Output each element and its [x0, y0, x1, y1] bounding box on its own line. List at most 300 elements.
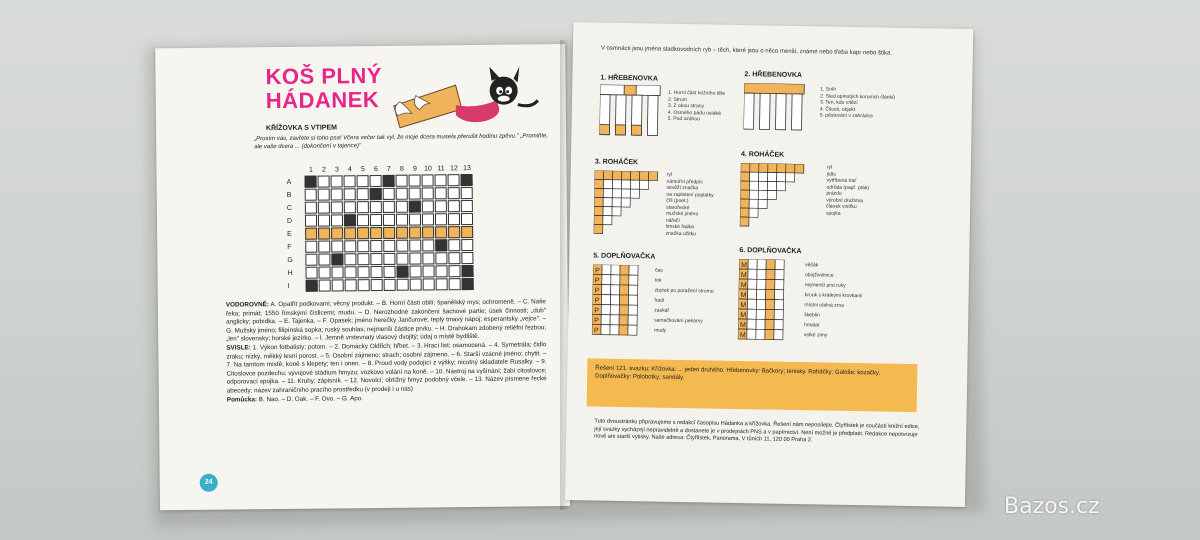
staircase-cell: [630, 189, 639, 198]
crossword-cell: [422, 187, 434, 199]
crossword-cell: [384, 279, 396, 291]
grid-column-number: 5: [360, 166, 365, 174]
fill-letter: P: [594, 297, 600, 305]
fill-cell: [765, 329, 774, 339]
crossword-cell: [396, 214, 408, 226]
crossword-cell: [344, 253, 356, 265]
crossword-cell: [383, 227, 395, 239]
fill-letter: P: [594, 277, 600, 285]
clues-block: [226, 298, 547, 404]
staircase-cell: [740, 217, 749, 226]
crossword-cell: [397, 279, 409, 291]
crossword-cell: [409, 214, 421, 226]
staircase-cell: [740, 190, 749, 199]
staircase-cell: [740, 199, 749, 208]
crossword-cell: [318, 227, 330, 239]
staircase-cell: [750, 163, 759, 172]
fill-cell: [619, 325, 628, 335]
page-number-badge: 24: [200, 474, 218, 492]
crossword-cell: [357, 175, 369, 187]
right-page: [565, 22, 973, 507]
crossword-cell: [435, 226, 447, 238]
crossword-cell: [435, 174, 447, 186]
crossword-cell: [461, 174, 473, 186]
crossword-cell: [422, 174, 434, 186]
crossword-cell: [344, 201, 356, 213]
crossword-cell: [409, 253, 421, 265]
fill-cell: [748, 259, 757, 269]
staircase-cell: [758, 199, 767, 208]
crossword-cell: [422, 252, 434, 264]
crossword-cell: [448, 226, 460, 238]
fill-letter: M: [740, 302, 747, 310]
staircase-cell: [749, 208, 758, 217]
bazos-watermark: Bazos.cz: [1004, 494, 1100, 519]
pomucka-text: B. Nao. – D. Oak. – F. Ovo. – G. Apo.: [258, 394, 364, 403]
grid-column-number: 1: [308, 166, 313, 174]
fill-cell: [611, 285, 620, 295]
crossword-cell: [383, 175, 395, 187]
crossword-cell: [318, 240, 330, 252]
staircase-cell: [621, 180, 630, 189]
crossword-cell: [318, 201, 330, 213]
fill-cell: [628, 305, 637, 315]
crossword-cell: [383, 253, 395, 265]
pomucka-label: Pomůcka:: [226, 395, 258, 404]
crossword-cell: [371, 279, 383, 291]
crossword-cell: [305, 228, 317, 240]
staircase-cell: [603, 180, 612, 189]
crossword-cell: [383, 240, 395, 252]
staircase-cell: [603, 207, 612, 216]
answers-box: Řešení 121. svazku: Křížovka: ... jeden druhého. Hřebenovky: Bačkory; tenisky. Roháčky: Galoše; kozačky. Doplňovačky: Polobotky; sandály.: [587, 358, 918, 412]
fill-cell: [765, 319, 774, 329]
grid-row-letter: G: [287, 256, 293, 264]
crossword-cell: [318, 253, 330, 265]
grid-column-number: 10: [424, 165, 432, 173]
grid-column-number: 3: [334, 166, 339, 174]
section-1-clues: 1. Horní část kožního těla 2. Strom 3. Z obou strany 4. Osmého pádu ostáká 5. Pod ozáhou: [667, 89, 725, 123]
crossword-cell: [461, 200, 473, 212]
fill-cell: [620, 275, 629, 285]
crossword-cell: [461, 239, 473, 251]
fill-cell: [629, 285, 638, 295]
crossword-cell: [370, 214, 382, 226]
grid-column-number: 6: [373, 165, 378, 174]
staircase-cell: [750, 172, 759, 181]
crossword-cell: [422, 200, 434, 212]
staircase-cell: [612, 198, 621, 207]
fill-letter: P: [593, 327, 599, 335]
fill-cell: [611, 275, 620, 285]
staircase-cell: [786, 173, 795, 182]
fill-cell: [747, 299, 756, 309]
crossword-cell: [396, 266, 408, 278]
fill-letter: M: [740, 282, 747, 290]
fill-cell: [747, 309, 756, 319]
crossword-cell: [396, 201, 408, 213]
crossword-cell: [306, 280, 318, 292]
crossword-cell: [448, 265, 460, 277]
crossword-cell: [344, 188, 356, 200]
fill-letter: M: [740, 272, 747, 280]
fill-cell: [766, 269, 775, 279]
crossword-cell: [396, 188, 408, 200]
grid-row-letters: [287, 176, 294, 293]
grid-row-letter: E: [287, 230, 292, 238]
staircase-cell: [759, 163, 768, 172]
crossword-cell: [357, 188, 369, 200]
crossword-cell: [370, 253, 382, 265]
crossword-cell: [448, 213, 460, 225]
crossword-cell: [383, 214, 395, 226]
fill-cell: [602, 265, 611, 275]
staircase-cell: [603, 198, 612, 207]
crossword-cell: [331, 266, 343, 278]
crossword-cell: [461, 226, 473, 238]
fill-cell: [766, 259, 775, 269]
title-line-1: KOŠ PLNÝ: [265, 62, 383, 90]
section-3-title: 3. ROHÁČEK: [594, 158, 639, 167]
crossword-cell: [344, 240, 356, 252]
crossword-cell: [370, 201, 382, 213]
fill-cell: [629, 275, 638, 285]
fill-cell: [766, 279, 775, 289]
crossword-cell: [448, 187, 460, 199]
staircase-cell: [741, 163, 750, 172]
grid-row-letter: D: [286, 217, 293, 225]
grid-row-letter: A: [286, 178, 292, 186]
fill-cell: [775, 260, 784, 270]
section-6-fill-grid: [738, 259, 800, 350]
fill-cell: [775, 290, 784, 300]
crossword-cell: [435, 213, 447, 225]
staircase-cell: [612, 207, 621, 216]
fill-cell: [747, 319, 756, 329]
staircase-cell: [594, 197, 603, 206]
fill-cell: [748, 289, 757, 299]
crossword-cell: [357, 214, 369, 226]
staircase-cell: [594, 206, 603, 215]
crossword-cell: [357, 253, 369, 265]
crossword-cell: [396, 253, 408, 265]
crossword-cell: [396, 240, 408, 252]
crossword-cell: [422, 265, 434, 277]
crossword-cell: [448, 200, 460, 212]
fill-letter: P: [594, 317, 599, 325]
title-line-2: HÁDANEK: [265, 86, 380, 114]
fill-cell: [775, 270, 784, 280]
svisle-clues: 1. Výkon fotbalisty; potom. – 2. Domácky Oldřich; hřbet. – 3. Hrací list; osamocená. – 4. Symetrála; čidlo zraku; nízký, měkký lesní porost. – 5. Osobní zájmeno; strach; osobní zájmeno. – 6. Starší vzácné jméno; chytit. – 7. Na tamtom místě; koně s klepety; ten i onen. – 8. Proud vody podojící z výšky; nicotný skladatele Rusalky. – 9. Citoslovce pozdechu; vývojové stádium hmyzu; vozkovo volání na koně. – 10. Nástroj na vyšínání; žabí citoslovce; odporovací spojka. – 11. Kruhy; zápisník. – 12. Novolcí; obtížný hmyz podobný včele. – 13. Název písmene řecké abecedy; název zahraničního pracího prostředku (v prodeji i u nás): [226, 341, 547, 395]
crossword-cell: [370, 227, 382, 239]
staircase-cell: [768, 172, 777, 181]
fill-cell: [756, 319, 765, 329]
grid-row-letter: F: [287, 243, 292, 251]
crossword-cell: [422, 239, 434, 251]
crossword-cell: [410, 279, 422, 291]
fill-cell: [756, 299, 765, 309]
vodorovne-label: VODOROVNĚ:: [225, 301, 269, 309]
crossword-cell: [422, 226, 434, 238]
crossword-cell: [344, 266, 356, 278]
crossword-cell: [448, 239, 460, 251]
crossword-cell: [448, 174, 460, 186]
grid-column-number: 12: [450, 165, 458, 173]
cat-with-basket-illustration: [385, 64, 546, 136]
staircase-cell: [621, 189, 630, 198]
staircase-cell: [603, 189, 612, 198]
grid-row-letter: B: [286, 191, 292, 199]
section-4-clues: ryl jídlo vytříbená trať odrůda (papř. pták) prázdo výrobní družstva článek vnitřku spojka: [825, 164, 870, 217]
crossword-cell: [305, 267, 317, 279]
staircase-cell: [604, 171, 613, 180]
crossword-cell: [319, 279, 331, 291]
crossword-cell: [370, 240, 382, 252]
staircase-cell: [649, 171, 658, 180]
section-3-staircase-grid: [593, 170, 674, 251]
fill-cell: [748, 279, 757, 289]
crossword-cell: [461, 213, 473, 225]
crossword-cell: [396, 227, 408, 239]
crossword-subtitle: KŘÍŽOVKA S VTIPEM: [265, 124, 337, 133]
fill-letter: P: [594, 307, 600, 315]
fill-cell: [619, 305, 628, 315]
fill-cell: [601, 315, 610, 325]
grid-column-number: 4: [347, 166, 352, 174]
staircase-cell: [595, 170, 604, 179]
fill-cell: [610, 305, 619, 315]
section-1-comb-grid: [599, 85, 670, 150]
svisle-label: SVISLE:: [226, 344, 251, 352]
crossword-cell: [358, 279, 370, 291]
crossword-cell: [344, 227, 356, 239]
grid-column-numbers: [304, 165, 473, 174]
fill-cell: [757, 289, 766, 299]
fill-cell: [748, 269, 757, 279]
staircase-cell: [777, 173, 786, 182]
crossword-cell: [357, 240, 369, 252]
crossword-cell: [409, 188, 421, 200]
section-6-clues: věšák obojživelnice nejmenší prst ruky brouk s krátkými krovkami místní obilná zrna škeblin hmatat velké zimy: [803, 262, 863, 339]
fill-cell: [610, 295, 619, 305]
grid-column-number: 8: [399, 165, 404, 173]
crossword-cell: [318, 176, 330, 188]
staircase-cell: [612, 180, 621, 189]
footer-text: Tuto dvoustránku připravujeme s redakcí časopisu Hádanka a křížovka. Řešení nám neposílejte. Čtyřlístek je součástí knižní edice, její svazky vycházejí nepravidelně a dostanete je v prodejnách PNS a v papírnictví. Není možné je předplatit. Redakce nepotvrzuje nové ani starší výtisky. Naše adresa: Čtyřlístek, Panorama, V tůních 11, 120 00 Praha 2.: [594, 418, 920, 444]
staircase-cell: [594, 215, 603, 224]
fill-cell: [619, 315, 628, 325]
grid-column-number: 9: [412, 165, 417, 173]
staircase-cell: [594, 188, 603, 197]
fill-cell: [619, 295, 628, 305]
crossword-cell: [318, 214, 330, 226]
crossword-cell: [357, 266, 369, 278]
fill-cell: [774, 330, 783, 340]
staircase-cell: [613, 171, 622, 180]
fill-cell: [766, 289, 775, 299]
staircase-cell: [758, 190, 767, 199]
fill-letter: P: [594, 267, 600, 275]
section-3-clues: ryl námořní předpis sevěží značka na zapletení poplatky číš (poet.) starořecké mužské jméno nářečí limské řadka značka užitku: [665, 171, 714, 237]
fill-cell: [628, 325, 637, 335]
crossword-cell: [409, 227, 421, 239]
crossword-cell: [422, 213, 434, 225]
staircase-cell: [749, 190, 758, 199]
crossword-cell: [357, 227, 369, 239]
fill-cell: [620, 285, 629, 295]
fill-cell: [602, 285, 611, 295]
crossword-cell: [331, 214, 343, 226]
staircase-cell: [776, 182, 785, 191]
fill-letter: P: [594, 287, 600, 295]
fill-cell: [747, 329, 756, 339]
fill-cell: [756, 329, 765, 339]
crossword-cell: [396, 175, 408, 187]
staircase-cell: [594, 224, 603, 233]
joke-text: „Prosím vás, zavřete si toho psa! Včera večer tak vyl, že moje dcera musela přerušit hodinu zpěvu." „Promiňte, ale vaše dcera ... (dokončení v tajence)": [254, 133, 549, 151]
staircase-cell: [740, 208, 749, 217]
crossword-cell: [370, 188, 382, 200]
crossword-cell: [383, 188, 395, 200]
staircase-cell: [749, 199, 758, 208]
staircase-cell: [741, 172, 750, 181]
staircase-cell: [594, 179, 603, 188]
staircase-cell: [795, 164, 804, 173]
staircase-cell: [621, 198, 630, 207]
section-2-title: 2. HŘEBENOVKA: [744, 71, 803, 80]
crossword-cell: [436, 278, 448, 290]
crossword-cell: [357, 201, 369, 213]
crossword-cell: [462, 278, 474, 290]
grid-column-number: 7: [386, 165, 391, 173]
fill-cell: [757, 259, 766, 269]
section-2-comb-grid: [743, 83, 814, 138]
grid-row-letter: H: [287, 269, 293, 277]
staircase-cell: [622, 171, 631, 180]
staircase-cell: [749, 181, 758, 190]
staircase-cell: [612, 189, 621, 198]
crossword-cell: [305, 202, 317, 214]
staircase-cell: [767, 190, 776, 199]
staircase-cell: [786, 164, 795, 173]
section-5-clues: čas tok zbytek po poražení stromu hadi zaskář samečkování pekárny mudy: [653, 267, 714, 334]
crossword-cell: [305, 215, 317, 227]
crossword-cell: [370, 175, 382, 187]
fill-cell: [602, 275, 611, 285]
staircase-cell: [640, 171, 649, 180]
page-title: [265, 64, 382, 113]
crossword-cell: [461, 265, 473, 277]
fill-cell: [765, 299, 774, 309]
crossword-cell: [331, 253, 343, 265]
crossword-cell: [345, 279, 357, 291]
crossword-cell: [305, 254, 317, 266]
fill-cell: [775, 280, 784, 290]
staircase-cell: [758, 181, 767, 190]
crossword-cell: [344, 175, 356, 187]
crossword-cell: [435, 187, 447, 199]
crossword-cell: [449, 278, 461, 290]
section-5-fill-grid: [592, 264, 653, 345]
crossword-cell: [409, 240, 421, 252]
crossword-cell: [370, 266, 382, 278]
grid-row-letter: I: [287, 282, 290, 290]
staircase-cell: [630, 180, 639, 189]
crossword-cell: [409, 175, 421, 187]
staircase-cell: [740, 181, 749, 190]
fill-cell: [601, 325, 610, 335]
staircase-cell: [768, 163, 777, 172]
crossword-cell: [435, 265, 447, 277]
crossword-cell: [448, 252, 460, 264]
crossword-cell: [435, 239, 447, 251]
fill-cell: [611, 265, 620, 275]
crossword-cell: [305, 189, 317, 201]
fill-cell: [774, 310, 783, 320]
right-intro-text: V osmnácti jsou jména sladkovodních ryb – těch, které jsou o něco menší, známé nebo třeba kapr nebo štika.: [600, 45, 893, 57]
crossword-cell: [461, 187, 473, 199]
fill-letter: M: [741, 262, 748, 270]
fill-cell: [756, 309, 765, 319]
crossword-cell: [461, 252, 473, 264]
fill-cell: [765, 309, 774, 319]
fill-cell: [774, 300, 783, 310]
crossword-cell: [305, 241, 317, 253]
crossword-cell: [331, 188, 343, 200]
fill-letter: M: [740, 322, 746, 330]
vodorovne-clues: A. Opatřit podkovami; věcný produkt. – B. Horní části obilí; španělský mys; ochromeně. – C. Naše řeka; primát; 1550 římskými číslicemi; mudu. – D. Nerozhodné zakončení šachové partie; úsek činnosti; „dub" anglicky; pobídka. – E. Tajenka. – F. Opasek; jméno herečky Jančurové; teplý tmavý nápoj; esperantsky „vejce". – G. Mužský jméno; filipínská sopka; ruský souhlas; nejmenší částice prvku. – H. Drahokam zdobený reliéfní řezbou; „len" slovensky; horské jezírko. – I. Jemně vrstevnatý vlasový dvojitý; údaj o místě bydliště.: [225, 298, 547, 343]
fill-letter: M: [739, 332, 746, 340]
crossword-cell: [331, 240, 343, 252]
crossword-cell: [383, 201, 395, 213]
fill-cell: [628, 295, 637, 305]
crossword-cell: [409, 201, 421, 213]
left-page: [155, 44, 570, 510]
crossword-cell: [435, 200, 447, 212]
section-6-title: 6. DOPLŇOVAČKA: [739, 247, 802, 256]
staircase-cell: [631, 171, 640, 180]
fill-cell: [629, 265, 638, 275]
crossword-cell: [435, 252, 447, 264]
crossword-cell: [332, 279, 344, 291]
fill-cell: [601, 305, 610, 315]
fill-cell: [610, 315, 619, 325]
crossword-cell: [423, 278, 435, 290]
section-2-clues: 1. Sníh 2. Sled opinotých koruních článků 3. Ten, kdo vítězí 4. Čilosti, objekt 5. pěstování v zahrádce: [819, 86, 895, 120]
fill-cell: [620, 265, 629, 275]
crossword-cell: [331, 175, 343, 187]
staircase-cell: [639, 180, 648, 189]
fill-cell: [628, 315, 637, 325]
grid-column-number: 13: [463, 165, 471, 173]
section-5-title: 5. DOPLŇOVAČKA: [593, 252, 656, 261]
crossword-cell: [318, 188, 330, 200]
staircase-cell: [767, 181, 776, 190]
fill-cell: [757, 279, 766, 289]
fill-letter: M: [740, 292, 747, 300]
crossword-cell: [318, 266, 330, 278]
grid-column-number: 2: [321, 166, 326, 174]
crossword-cell: [409, 266, 421, 278]
fill-cell: [610, 325, 619, 335]
grid-column-number: 11: [437, 165, 445, 173]
staircase-cell: [759, 172, 768, 181]
grid-row-letter: C: [286, 204, 292, 212]
fill-cell: [774, 320, 783, 330]
section-4-staircase-grid: [740, 163, 821, 244]
crossword-cell: [383, 266, 395, 278]
crossword-cell: [331, 227, 343, 239]
